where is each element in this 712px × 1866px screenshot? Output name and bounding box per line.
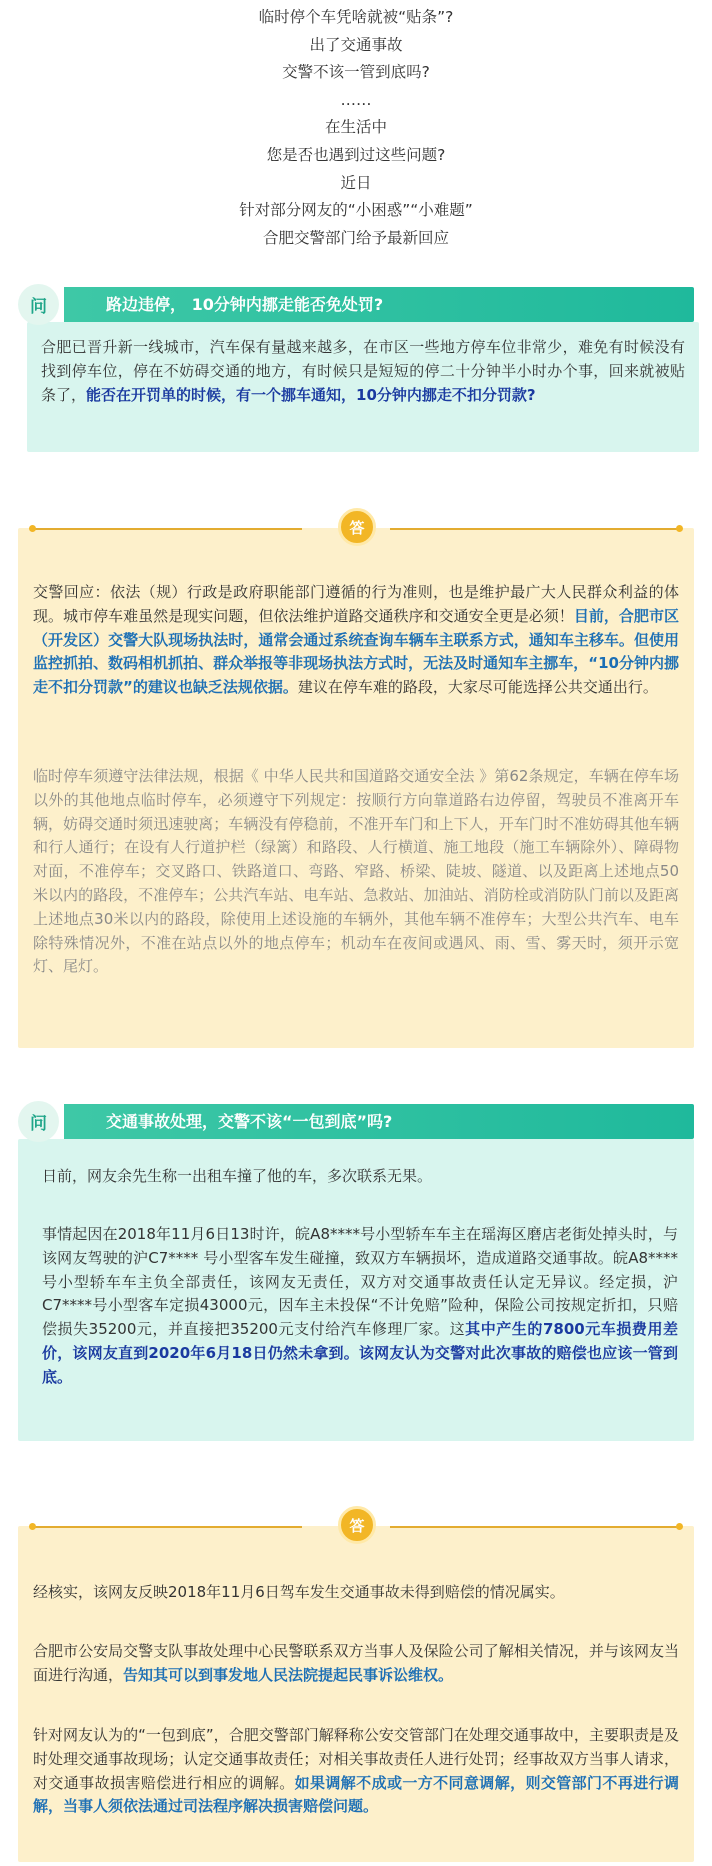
- intro-block: [0, 4, 712, 252]
- answer-box-2: [18, 1516, 694, 1862]
- question-text-2b: [42, 1223, 678, 1390]
- intro-line: 交警不该一管到底吗?: [282, 63, 430, 82]
- answer-box-1: [18, 518, 694, 1048]
- frame-dot: [29, 525, 36, 532]
- question-text-highlight: 其中产生的7800元车损费用差价，该网友直到2020年6月18日仍然未拿到。该网友认为交警对此次事故的赔偿也应该一管到底。: [42, 1320, 679, 1386]
- frame-dot: [676, 525, 683, 532]
- frame-line: [390, 528, 680, 530]
- answer-badge: 答: [338, 1506, 376, 1544]
- answer-text-2b: [33, 1640, 679, 1688]
- answer-text-1a: [33, 581, 679, 700]
- answer-text-2a: 经核实，该网友反映2018年11月6日驾车发生交通事故未得到赔偿的情况属实。: [33, 1583, 565, 1601]
- answer-text-1b: 临时停车须遵守法律法规，根据《 中华人民共和国道路交通安全法 》第62条规定，车辆在停车场以外的其他地点临时停车，必须遵守下列规定：按顺行方向靠道路右边停留，驾驶员不准离开车辆，妨碍交通时须迅速驶离；车辆没有停稳前，不准开车门和上下人，开车门时不准妨碍其他车辆和行人通行；在设有人行道护栏（绿篱）和路段、人行横道、施工地段（施工车辆除外）、障碍物对面，不准停车；交叉路口、铁路道口、弯路、窄路、桥梁、陡坡、隧道、以及距离上述地点50米以内的路段，不准停车；公共汽车站、电车站、急救站、加油站、消防栓或消防队门前以及距离上述地点30米以内的路段，除使用上述设施的车辆外，其他车辆不准停车；大型公共汽车、电车除特殊情况外，不准在站点以外的地点停车；机动车在夜间或遇风、雨、雪、雾天时，须开示宽灯、尾灯。: [33, 767, 679, 976]
- frame-line: [32, 528, 302, 530]
- answer-text-highlight: 告知其可以到事发地人民法院提起民事诉讼维权。: [123, 1665, 454, 1684]
- answer-text-plain: 合肥市公安局交警支队事故处理中心民警联系双方当事人及保险公司了解相关情况，并与该网友当面进行沟通，: [33, 1642, 679, 1684]
- question-badge: 问: [18, 1101, 59, 1142]
- question-text-1: [41, 336, 685, 407]
- question-title-1: 路边违停， 10分钟内挪走能否免处罚?: [106, 295, 384, 314]
- question-text-highlight: 能否在开罚单的时候，有一个挪车通知，10分钟内挪走不扣分罚款?: [86, 385, 536, 404]
- answer-text-highlight: 如果调解不成或一方不同意调解，则交管部门不再进行调解，当事人须依法通过司法程序解决损害赔偿问题。: [33, 1773, 679, 1816]
- intro-line: 近日: [340, 173, 372, 192]
- answer-text-2c: [33, 1724, 679, 1819]
- frame-dot: [676, 1523, 683, 1530]
- intro-line: 在生活中: [324, 118, 387, 137]
- answer-badge: 答: [338, 508, 376, 546]
- answer-text-tail: 建议在停车难的路段，大家尽可能选择公共交通出行。: [297, 678, 658, 697]
- question-header-2: [18, 1104, 694, 1139]
- intro-line: 您是否也遇到过这些问题?: [266, 145, 446, 164]
- question-header-1: [18, 287, 694, 322]
- intro-line: 临时停个车凭啥就被“贴条”?: [258, 8, 454, 26]
- question-text-plain: 事情起因在2018年11月6日13时许，皖A8****号小型轿车车主在瑶海区磨店老街处掉头时，与该网友驾驶的沪C7**** 号小型客车发生碰撞，致双方车辆损坏，造成道路交通事故。皖A8****号小型轿车车主负全部责任，该网友无责任，双方对交通事故责任认定无异议。经定损，沪C7****号小型客车定损43000元，因车主未投保“不计免赔”险种，保险公司按规定折扣，只赔偿损失35200元，并直接把35200元支付给汽车修理厂家。这: [42, 1225, 678, 1339]
- frame-dot: [29, 1523, 36, 1530]
- intro-line: 合肥交警部门给予最新回应: [262, 228, 449, 247]
- answer-text-highlight: 目前，合肥市区（开发区）交警大队现场执法时，通常会通过系统查询车辆车主联系方式，通知车主移车。但使用监控抓拍、数码相机抓拍、群众举报等非现场执法方式时，无法及时通知车主挪车，“10分钟内挪走不扣分罚款”的建议也缺乏法规依据。: [33, 606, 679, 697]
- question-badge: 问: [18, 284, 59, 325]
- question-box-2: [18, 1139, 694, 1441]
- intro-line: 针对部分网友的“小困惑”“小难题”: [239, 201, 473, 220]
- intro-line: ……: [340, 90, 372, 109]
- question-text-plain: 合肥已晋升新一线城市，汽车保有量越来越多，在市区一些地方停车位非常少，难免有时候没有找到停车位，停在不妨碍交通的地方，有时候只是短短的停二十分钟半小时办个事，回来就被贴条了，: [41, 338, 685, 404]
- frame-line: [32, 1526, 302, 1528]
- intro-line: 出了交通事故: [309, 35, 403, 54]
- answer-text-plain: 针对网友认为的“一包到底”，合肥交警部门解释称公安交管部门在处理交通事故中，主要职责是及时处理交通事故现场；认定交通事故责任；对相关事故责任人进行处罚；经事故双方当事人请求，对交通事故损害赔偿进行相应的调解。: [33, 1726, 679, 1792]
- question-text-2a: 日前，网友余先生称一出租车撞了他的车，多次联系无果。: [42, 1167, 433, 1185]
- frame-line: [390, 1526, 680, 1528]
- question-box-1: [27, 322, 699, 452]
- question-title-2: 交通事故处理，交警不该“一包到底”吗?: [106, 1112, 393, 1131]
- answer-text-plain: 交警回应：依法（规）行政是政府职能部门遵循的行为准则，也是维护最广大人民群众利益的体现。城市停车难虽然是现实问题，但依法维护道路交通秩序和交通安全更是必须！: [33, 583, 679, 625]
